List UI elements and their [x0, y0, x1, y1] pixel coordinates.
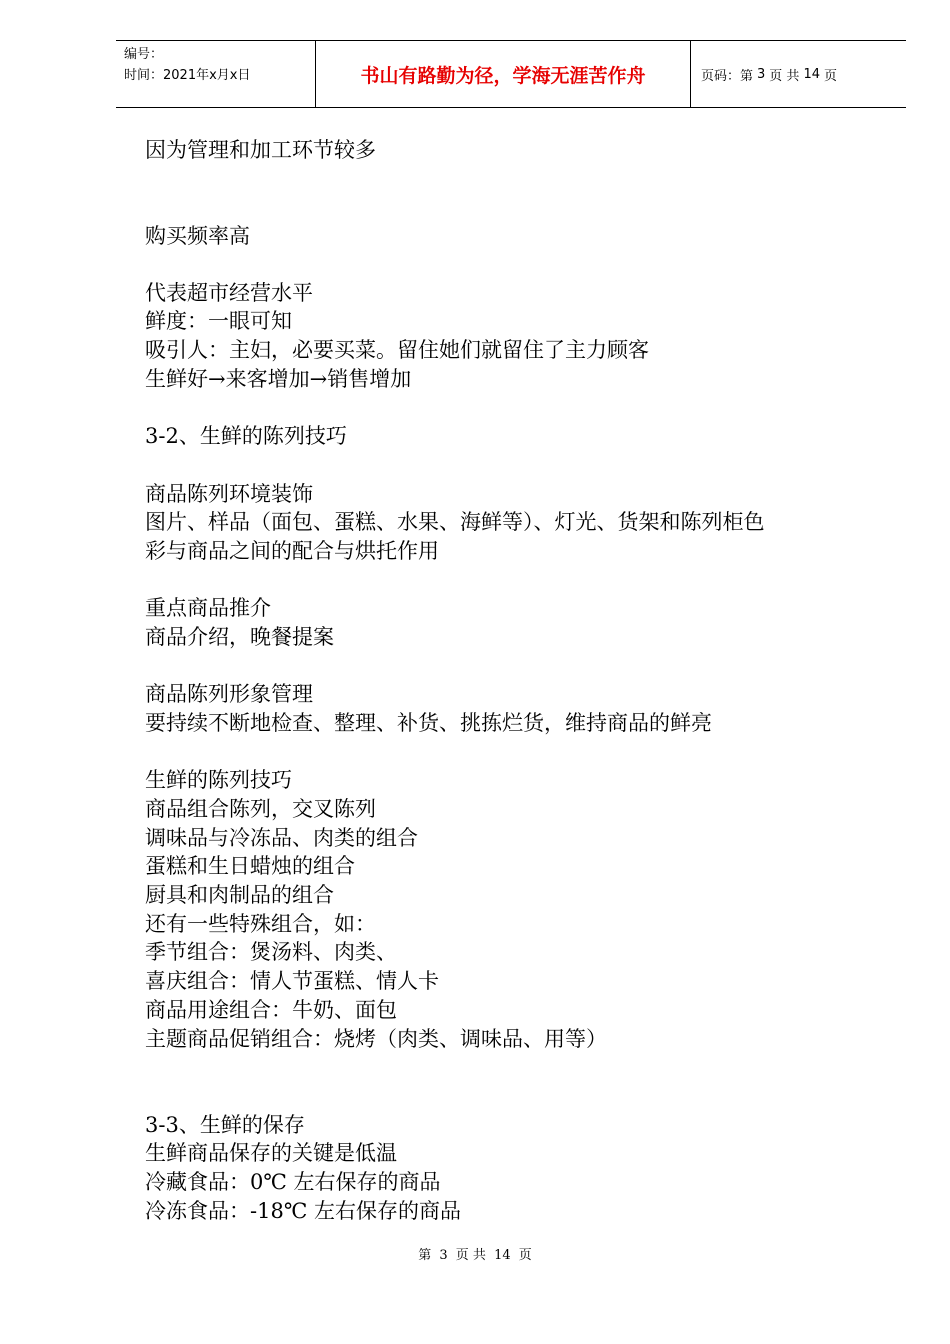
page-mid: 页 共 — [769, 68, 800, 84]
body-line: 还有一些特殊组合，如： — [145, 912, 376, 936]
page-suffix: 页 — [823, 68, 837, 84]
header-page-info — [691, 41, 906, 107]
body-line: 商品陈列环境装饰 — [145, 482, 313, 506]
section-heading: 3-2、生鲜的陈列技巧 — [145, 424, 347, 448]
body-line: 重点商品推介 — [145, 596, 271, 620]
body-line: 冷冻食品：-18℃ 左右保存的商品 — [145, 1199, 461, 1223]
footer-mid: 页 共 — [455, 1248, 486, 1263]
body-line: 代表超市经营水平 — [145, 281, 313, 305]
body-line: 因为管理和加工环节较多 — [145, 138, 376, 162]
page-total: 14 — [803, 66, 820, 82]
footer-suffix: 页 — [518, 1248, 532, 1263]
body-line: 商品组合陈列，交叉陈列 — [145, 797, 376, 821]
section-heading: 3-3、生鲜的保存 — [145, 1113, 305, 1137]
body-line: 图片、样品（面包、蛋糕、水果、海鲜等）、灯光、货架和陈列柜色 — [145, 510, 765, 534]
body-line: 彩与商品之间的配合与烘托作用 — [145, 539, 439, 563]
time-label: 时间：2021年x月x日 — [124, 68, 251, 83]
body-line: 主题商品促销组合：烧烤（肉类、调味品、用等） — [145, 1027, 607, 1051]
body-line: 蛋糕和生日蜡烛的组合 — [145, 854, 355, 878]
footer-total-pages: 14 — [494, 1248, 511, 1263]
body-line: 生鲜的陈列技巧 — [145, 768, 292, 792]
body-line: 生鲜商品保存的关键是低温 — [145, 1141, 397, 1165]
footer-prefix: 第 — [418, 1248, 432, 1263]
body-line: 生鲜好→来客增加→销售增加 — [145, 367, 412, 391]
page-prefix: 页码：第 — [701, 68, 754, 84]
body-line: 商品陈列形象管理 — [145, 682, 313, 706]
body-line: 商品介绍，晚餐提案 — [145, 625, 334, 649]
body-line: 商品用途组合：牛奶、面包 — [145, 998, 397, 1022]
body-line: 吸引人：主妇，必要买菜。留住她们就留住了主力顾客 — [145, 338, 649, 362]
page-current: 3 — [757, 66, 766, 82]
body-line: 喜庆组合：情人节蛋糕、情人卡 — [145, 969, 439, 993]
body-line: 厨具和肉制品的组合 — [145, 883, 334, 907]
body-line: 冷藏食品：0℃ 左右保存的商品 — [145, 1170, 441, 1194]
header-meta — [116, 41, 316, 107]
body-line: 鲜度：一眼可知 — [145, 309, 292, 333]
page-header — [116, 40, 906, 108]
body-line: 购买频率高 — [145, 224, 250, 248]
body-line: 季节组合：煲汤料、肉类、 — [145, 940, 397, 964]
body-line: 调味品与冷冻品、肉类的组合 — [145, 826, 418, 850]
footer-current-page: 3 — [439, 1248, 448, 1263]
body-line: 要持续不断地检查、整理、补货、挑拣烂货，维持商品的鲜亮 — [145, 711, 712, 735]
serial-label: 编号： — [124, 47, 164, 62]
page-footer — [0, 1244, 950, 1263]
header-motto: 书山有路勤为径，学海无涯苦作舟 — [316, 41, 691, 107]
